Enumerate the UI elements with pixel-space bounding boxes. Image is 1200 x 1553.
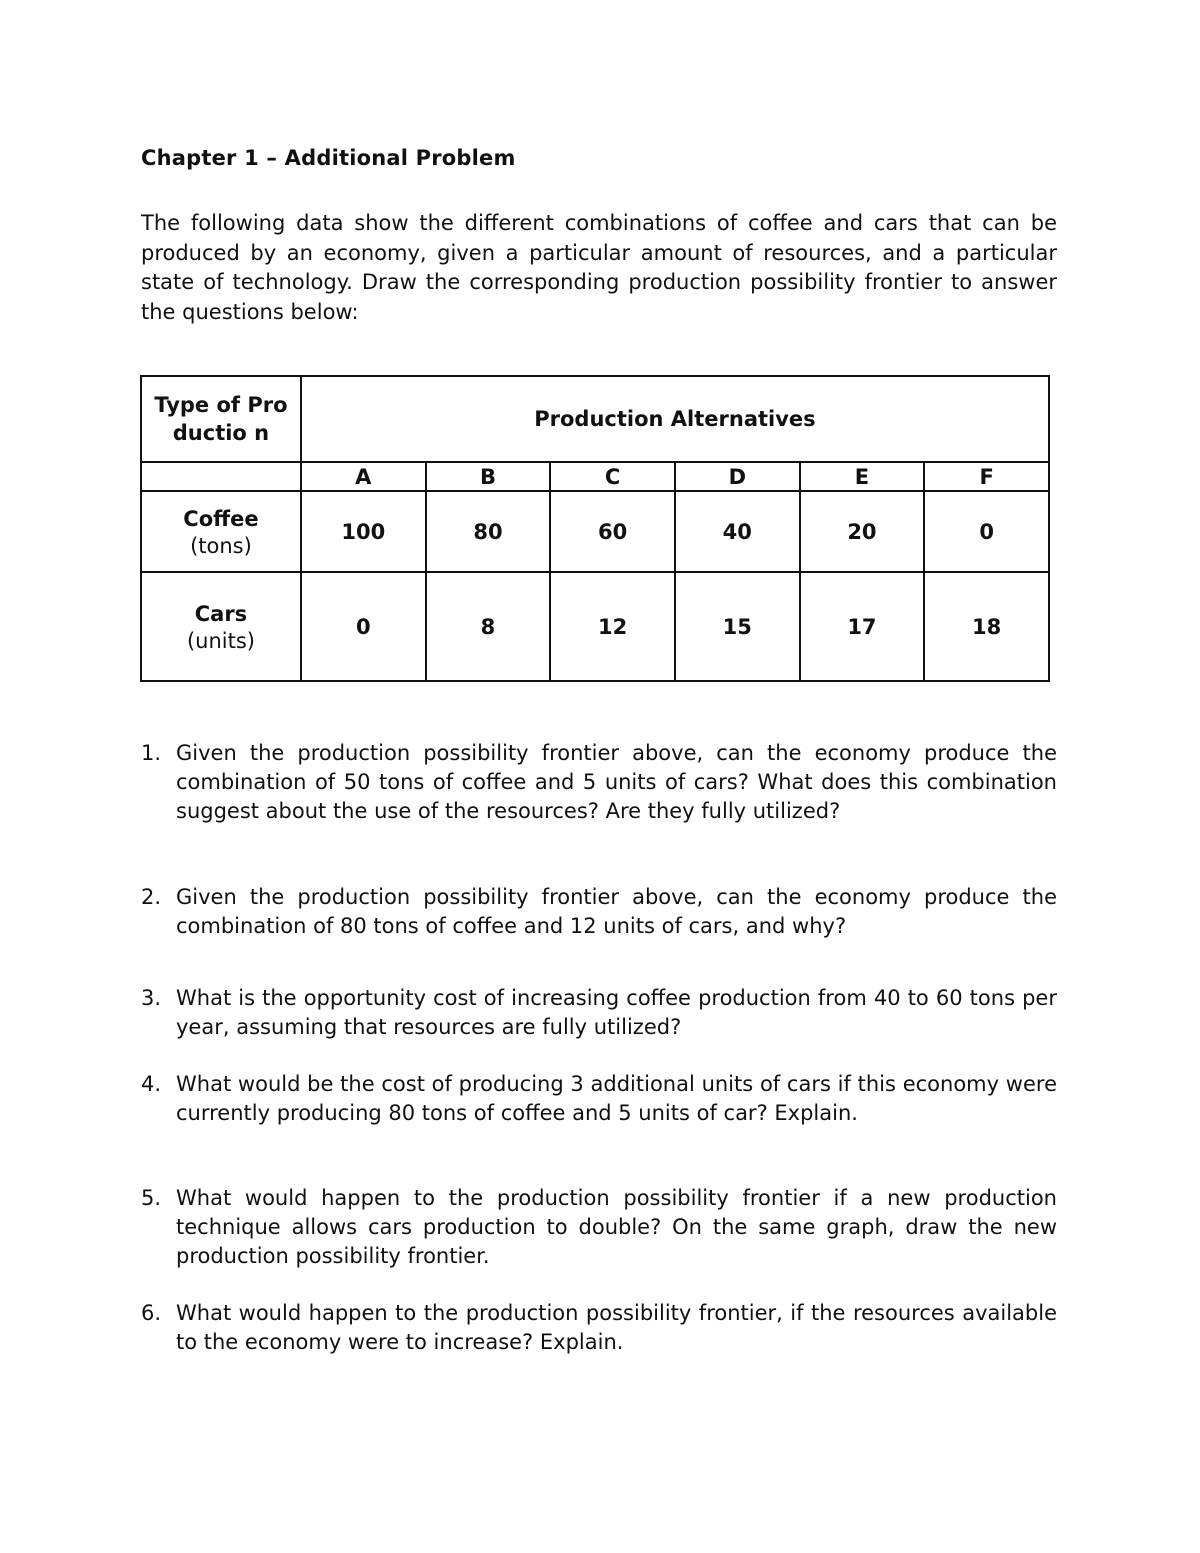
table-row-coffee: [141, 491, 1049, 572]
question-text: What would happen to the production possibility frontier, if the resources available to the economy were to increase? Explain.: [176, 1301, 1057, 1354]
table-cell: 17: [800, 572, 925, 681]
table-cell: 0: [301, 572, 426, 681]
question-item: [141, 1299, 1057, 1357]
row-unit: (tons): [190, 533, 252, 558]
table-cell: 100: [301, 491, 426, 572]
question-item: [141, 1184, 1057, 1271]
table-cell: 15: [675, 572, 800, 681]
alternative-letter: F: [924, 462, 1049, 491]
row-label-cell: [141, 491, 301, 572]
question-text: Given the production possibility frontier above, can the economy produce the combination of 50 tons of coffee and 5 units of cars? What does this combination suggest about the use of the resources? Are they fully utilized?: [176, 741, 1057, 823]
empty-cell: [141, 462, 301, 491]
table-row-cars: [141, 572, 1049, 681]
table-cell: 18: [924, 572, 1049, 681]
table-cell: 80: [426, 491, 551, 572]
question-item: [141, 739, 1057, 826]
table-header-row: [141, 376, 1049, 462]
question-number: 2.: [141, 885, 162, 909]
question-number: 4.: [141, 1072, 162, 1096]
row-label-cell: [141, 572, 301, 681]
table-cell: 20: [800, 491, 925, 572]
row-label: Coffee: [183, 506, 259, 531]
question-text: What would be the cost of producing 3 additional units of cars if this economy were currently producing 80 tons of coffee and 5 units of car? Explain.: [176, 1072, 1057, 1125]
row-label: Cars: [194, 601, 248, 626]
table-cell: 8: [426, 572, 551, 681]
question-text: What is the opportunity cost of increasing coffee production from 40 to 60 tons per year, assuming that resources are fully utilized?: [176, 986, 1057, 1039]
question-text: What would happen to the production possibility frontier if a new production technique allows cars production to double? On the same graph, draw the new production possibility frontier.: [176, 1186, 1057, 1268]
alternative-letter: D: [675, 462, 800, 491]
production-alternatives-header: [301, 376, 1049, 462]
table-cell: 0: [924, 491, 1049, 572]
table-cell: 40: [675, 491, 800, 572]
intro-paragraph: The following data show the different combinations of coffee and cars that can be produced by an economy, given a particular amount of resources, and a particular state of technology. Draw the corresponding production possibility frontier to answer the questions below:: [141, 211, 1057, 324]
table-cell: 12: [550, 572, 675, 681]
type-of-production-label: Type of Productio n: [154, 393, 288, 445]
production-alternatives-label: Production Alternatives: [534, 407, 816, 431]
row-unit: (units): [186, 628, 255, 653]
question-number: 1.: [141, 741, 162, 765]
question-item: [141, 883, 1057, 941]
alternative-letter: E: [800, 462, 925, 491]
table-letters-row: [141, 462, 1049, 491]
type-of-production-header: [141, 376, 301, 462]
alternative-letter: B: [426, 462, 551, 491]
question-number: 6.: [141, 1301, 162, 1325]
alternative-letter: A: [301, 462, 426, 491]
question-item: [141, 1070, 1057, 1128]
question-number: 5.: [141, 1186, 162, 1210]
question-item: [141, 984, 1057, 1042]
production-alternatives-table: [140, 375, 1050, 682]
alternative-letter: C: [550, 462, 675, 491]
page-title: Chapter 1 – Additional Problem: [141, 146, 516, 170]
question-number: 3.: [141, 986, 162, 1010]
table-cell: 60: [550, 491, 675, 572]
question-text: Given the production possibility frontier above, can the economy produce the combination of 80 tons of coffee and 12 units of cars, and why?: [176, 885, 1057, 938]
